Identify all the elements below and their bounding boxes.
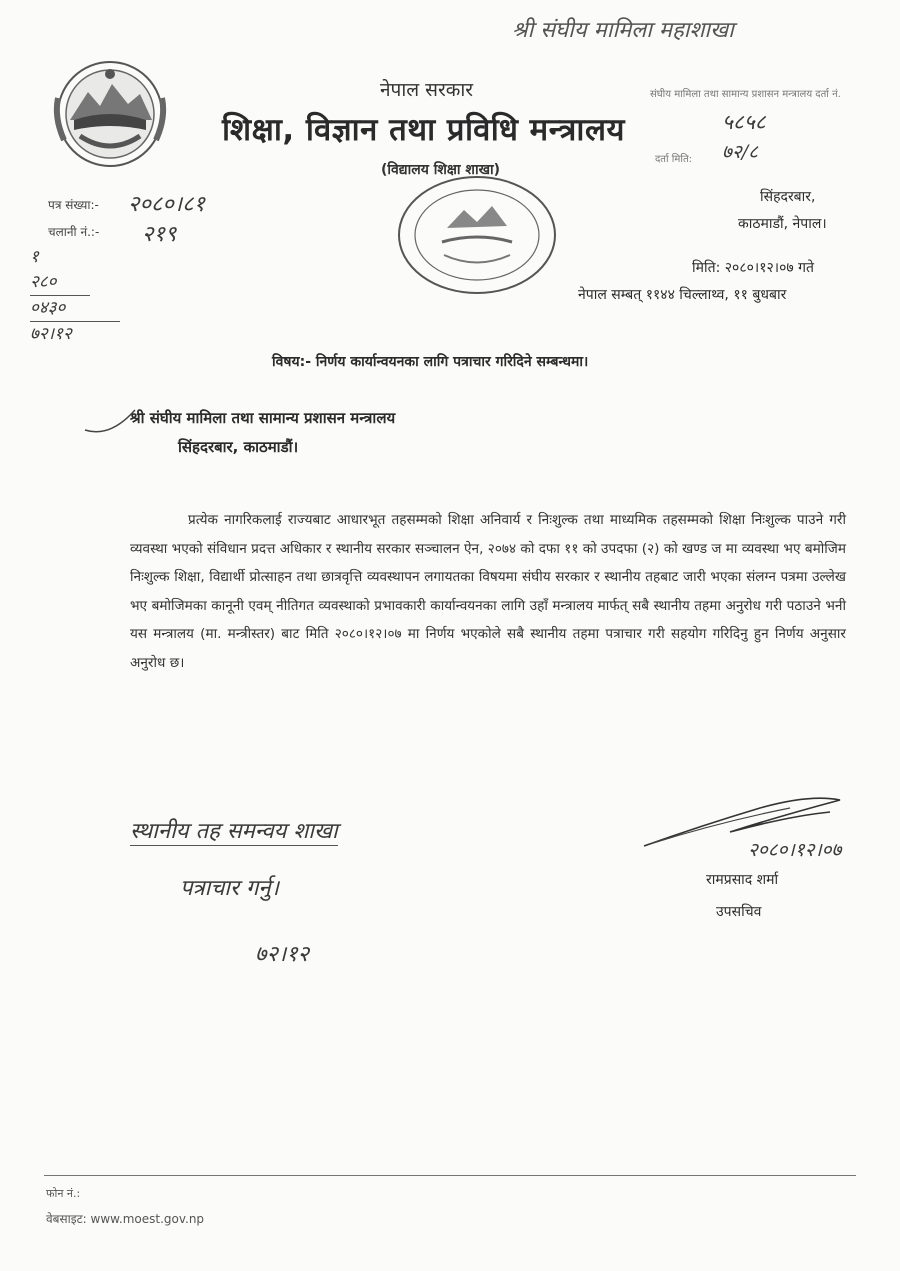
- dispatch-number: २१९: [142, 222, 177, 247]
- margin-handwritten-note: [30, 245, 120, 347]
- receipt-number: ५८५८: [722, 110, 766, 134]
- ministry-title: शिक्षा, विज्ञान तथा प्रविधि मन्त्रालय: [222, 112, 625, 148]
- footer-phone: फोन नं.:: [46, 1187, 81, 1200]
- receipt-date: ७२/८: [722, 141, 759, 163]
- letter-body: प्रत्येक नागरिकलाई राज्यबाट आधारभूत तहसम्मको शिक्षा अनिवार्य र निःशुल्क तथा माध्यमिक तहसम्मको शिक्षा निःशुल्क पाउने गरी व्यवस्था भएको संविधान प्रदत्त अधिकार र स्थानीय सरकार सञ्चालन ऐन, २०७४ को दफा ११ को उपदफा (२) को खण्ड ज मा व्यवस्था भए बमोजिम निःशुल्क शिक्षा, विद्यार्थी प्रोत्साहन तथा छात्रवृत्ति व्यवस्थापन लगायतका विषयमा संघीय सरकार र स्थानीय तहबाट जारी भएका संलग्न पत्रमा उल्लेख भए बमोजिमका कानूनी एवम् नीतिगत व्यवस्थाको प्रभावकारी कार्यान्वयनका लागि उहाँ मन्त्रालय मार्फत् सबै स्थानीय तहमा अनुरोध गरी पठाउने भनी यस मन्त्रालय (मा. मन्त्रीस्तर) बाट मिति २०८०।१२।०७ मा निर्णय भएकोले सबै स्थानीय तहमा पत्राचार गरी सहयोग गरिदिनु हुन निर्णय अनुसार अनुरोध छ।: [130, 512, 846, 671]
- handwritten-note-2: पत्राचार गर्नु।: [180, 876, 279, 901]
- reference-number: २०८०।८१: [128, 192, 205, 217]
- government-label: नेपाल सरकार: [380, 79, 474, 101]
- signer-name: रामप्रसाद शर्मा: [706, 872, 779, 888]
- margin-note-line: ७२।१२: [30, 324, 72, 344]
- nepal-government-emblem: [50, 58, 170, 170]
- dispatch-number-label: चलानी नं.:-: [48, 225, 100, 239]
- office-seal-stamp: [392, 170, 562, 300]
- reference-number-label: पत्र संख्या:-: [48, 198, 99, 212]
- footer-divider: [44, 1175, 856, 1176]
- letter-date: मिति: २०८०।१२।०७ गते: [692, 260, 814, 276]
- address-line-2: काठमाडौं, नेपाल।: [738, 216, 827, 232]
- address-line-1: सिंहदरबार,: [760, 189, 816, 205]
- signature-date: २०८०।१२।०७: [748, 839, 842, 861]
- section-name: (विद्यालय शिक्षा शाखा): [381, 162, 501, 178]
- handwritten-note-1: स्थानीय तह समन्वय शाखा: [130, 815, 338, 846]
- margin-note-line: २८०: [30, 270, 90, 296]
- signer-title: उपसचिव: [716, 904, 762, 920]
- receipt-stamp-label: संघीय मामिला तथा सामान्य प्रशासन मन्त्रालय दर्ता नं.: [650, 89, 841, 100]
- footer-website: वेबसाइट: www.moest.gov.np: [46, 1212, 205, 1226]
- signature-image: [640, 786, 880, 876]
- top-handwritten-annotation: श्री संघीय मामिला महाशाखा: [512, 18, 734, 43]
- handwritten-note-3: ७२।१२: [255, 942, 310, 967]
- receipt-date-label: दर्ता मिति:: [655, 154, 693, 165]
- subject-line: विषय:- निर्णय कार्यान्वयनका लागि पत्राचार गरिदिने सम्बन्धमा।: [272, 354, 589, 370]
- nepal-sambat-date: नेपाल सम्बत् ११४४ चिल्लाथ्व, ११ बुधबार: [578, 287, 787, 303]
- margin-note-line: ०४३०: [30, 296, 120, 322]
- margin-note-line: १: [30, 247, 39, 267]
- addressee-line-2: सिंहदरबार, काठमाडौं।: [178, 438, 299, 456]
- addressee-line-1: श्री संघीय मामिला तथा सामान्य प्रशासन मन्त्रालय: [130, 409, 396, 427]
